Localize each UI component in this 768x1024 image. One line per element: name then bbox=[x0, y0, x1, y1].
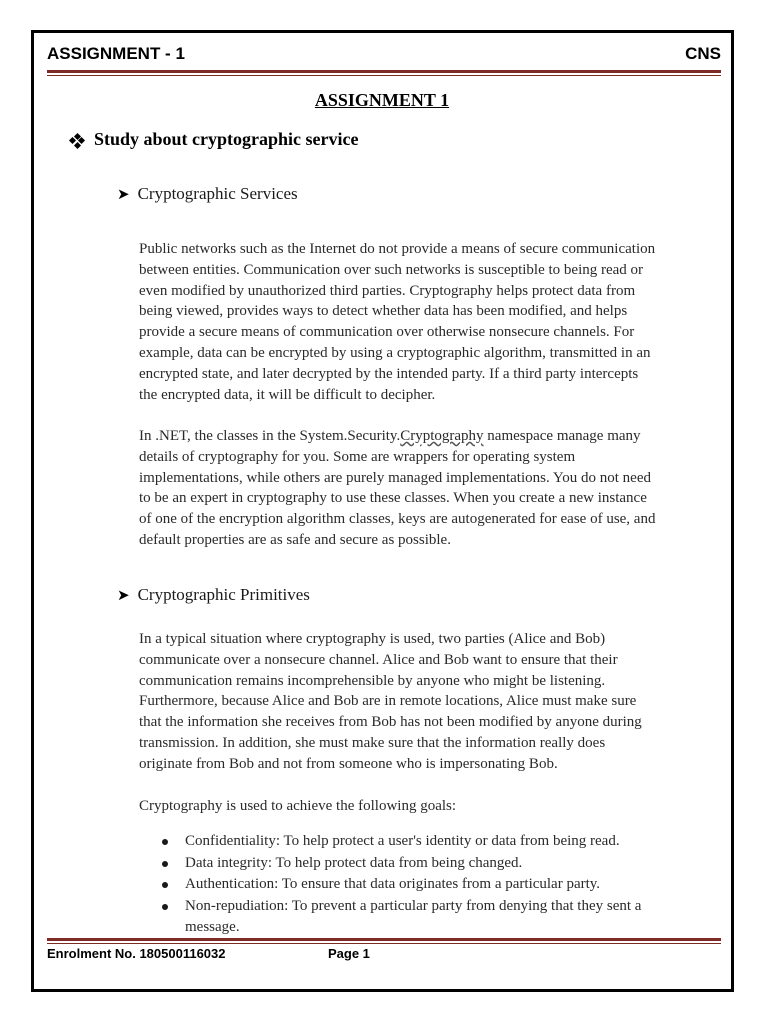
list-item: Non-repudiation: To prevent a particular party from denying that they sent a message. bbox=[160, 896, 720, 939]
footer-rule bbox=[47, 938, 721, 944]
list-item: Data integrity: To help protect data from being changed. bbox=[160, 853, 720, 875]
subheading-services-text: Cryptographic Services bbox=[137, 184, 298, 203]
primitives-paragraph-2: Cryptography is used to achieve the following goals: bbox=[139, 798, 457, 814]
section-heading bbox=[70, 129, 359, 150]
arrow-bullet-icon: ➤ bbox=[117, 587, 130, 604]
bullet-dot-icon bbox=[162, 861, 168, 867]
primitives-paragraph-1: In a typical situation where cryptography is used, two parties (Alice and Bob) communicate over a nonsecure channel. Alice and Bob want to ensure that their communication remains incomprehensible by anyone who might be listening. Furthermore, because Alice and Bob are in remote locations, Alice must make sure that the information she receives from Bob has not been modified by anyone during transmission. In addition, she must make sure that the information really does originate from Bob and not from someone who is impersonating Bob. bbox=[139, 631, 642, 772]
header-rule bbox=[47, 70, 721, 76]
list-item: Confidentiality: To help protect a user's identity or data from being read. bbox=[160, 831, 720, 853]
footer-enrolment: Enrolment No. 180500116032 bbox=[47, 946, 226, 961]
header-assignment-label: ASSIGNMENT - 1 bbox=[47, 44, 185, 63]
spellcheck-mark: Cryptography bbox=[400, 428, 484, 444]
section-heading-text: Study about cryptographic service bbox=[94, 129, 359, 149]
arrow-bullet-icon: ➤ bbox=[117, 186, 130, 203]
diamond-bullet-icon bbox=[70, 134, 84, 148]
list-item: Authentication: To ensure that data originates from a particular party. bbox=[160, 874, 720, 896]
services-paragraph-1: Public networks such as the Internet do not provide a means of secure communication between entities. Communication over such networks is susceptible to being read or even modified by unauthorized third parties. Cryptography helps protect data from being viewed, provides ways to detect whether data has been modified, and helps provide a secure means of communication over otherwise nonsecure channels. For example, data can be encrypted by using a cryptographic algorithm, transmitted in an encrypted state, and later decrypted by the intended party. If a third party intercepts the encrypted data, it will be difficult to decipher. bbox=[139, 241, 656, 403]
bullet-dot-icon bbox=[162, 882, 168, 888]
footer-page-number: Page 1 bbox=[328, 946, 370, 961]
goals-list bbox=[160, 831, 720, 939]
header-subject-label: CNS bbox=[685, 44, 721, 63]
subheading-services bbox=[117, 184, 298, 204]
document-title: ASSIGNMENT 1 bbox=[314, 90, 450, 110]
subheading-primitives bbox=[117, 585, 310, 605]
bullet-dot-icon bbox=[162, 904, 168, 910]
services-paragraph-2: In .NET, the classes in the System.Security.Cryptography namespace manage many details of cryptography for you. Some are wrappers for operating system implementations, while others are purely managed implementations. You do not need to be an expert in cryptography to use these classes. When you create a new instance of one of the encryption algorithm classes, keys are autogenerated for ease of use, and default properties are as safe and secure as possible. bbox=[139, 428, 656, 548]
bullet-dot-icon bbox=[162, 839, 168, 845]
subheading-primitives-text: Cryptographic Primitives bbox=[137, 585, 310, 604]
